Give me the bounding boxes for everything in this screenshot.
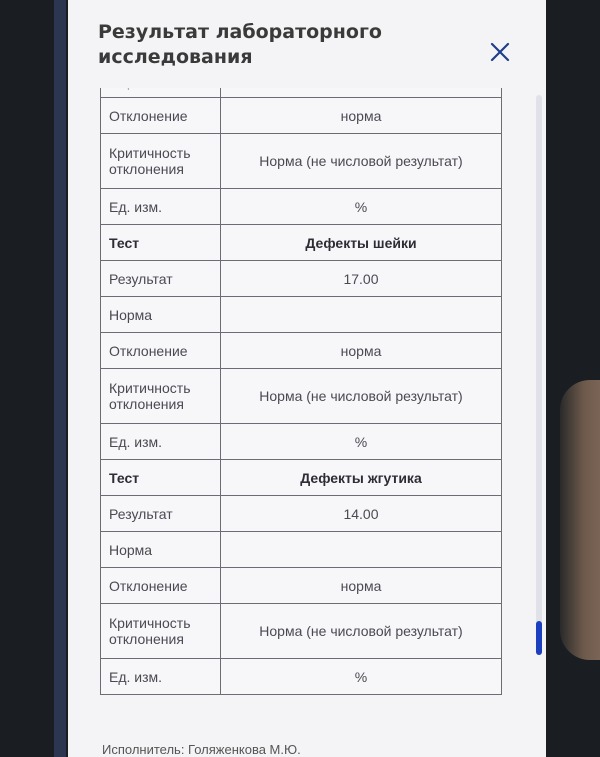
- row-label: Критичность отклонения: [101, 604, 221, 659]
- table-row: [101, 568, 502, 604]
- row-value: [221, 532, 502, 568]
- table-row: [101, 134, 502, 189]
- row-label: Отклонение: [101, 98, 221, 134]
- table-row: [101, 333, 502, 369]
- table-row: [101, 532, 502, 568]
- row-value: %: [221, 424, 502, 460]
- row-label: Норма: [101, 297, 221, 333]
- row-value: %: [221, 189, 502, 225]
- modal-header: [68, 0, 546, 88]
- row-label: Норма: [101, 532, 221, 568]
- table-row: [101, 424, 502, 460]
- row-label: Критичность отклонения: [101, 369, 221, 424]
- scrollbar[interactable]: [536, 95, 542, 655]
- row-label: Ед. изм.: [101, 424, 221, 460]
- table-row: [101, 189, 502, 225]
- scrollbar-thumb[interactable]: [536, 621, 542, 655]
- table-row: [101, 604, 502, 659]
- results-table: [100, 66, 502, 695]
- row-value: 17.00: [221, 261, 502, 297]
- row-value: Дефекты шейки: [221, 225, 502, 261]
- table-row-test-header: [101, 460, 502, 496]
- table-row: [101, 496, 502, 532]
- row-value: 14.00: [221, 496, 502, 532]
- close-icon: [488, 40, 512, 64]
- row-label: Ед. изм.: [101, 189, 221, 225]
- table-row-test-header: [101, 225, 502, 261]
- row-label: Отклонение: [101, 333, 221, 369]
- row-label: Результат: [101, 261, 221, 297]
- row-value: Норма (не числовой результат): [221, 604, 502, 659]
- table-row: [101, 261, 502, 297]
- row-label: Тест: [101, 460, 221, 496]
- row-value: Дефекты жгутика: [221, 460, 502, 496]
- close-button[interactable]: [488, 40, 512, 64]
- table-row: [101, 297, 502, 333]
- row-value: %: [221, 659, 502, 695]
- lab-result-modal: [68, 0, 546, 757]
- background-finger: [560, 380, 600, 660]
- row-label: Результат: [101, 496, 221, 532]
- row-value: [221, 297, 502, 333]
- row-value: норма: [221, 333, 502, 369]
- table-row: [101, 659, 502, 695]
- background-strip: [54, 0, 66, 757]
- row-value: Норма (не числовой результат): [221, 134, 502, 189]
- table-row: [101, 98, 502, 134]
- row-value: норма: [221, 568, 502, 604]
- row-label: Отклонение: [101, 568, 221, 604]
- row-value: норма: [221, 98, 502, 134]
- row-label: Ед. изм.: [101, 659, 221, 695]
- row-label: Тест: [101, 225, 221, 261]
- table-row: [101, 369, 502, 424]
- row-label: Критичность отклонения: [101, 134, 221, 189]
- modal-title: Результат лабораторного исследования: [98, 21, 382, 68]
- row-value: Норма (не числовой результат): [221, 369, 502, 424]
- executor-label: Исполнитель: Голяженкова М.Ю.: [102, 742, 301, 757]
